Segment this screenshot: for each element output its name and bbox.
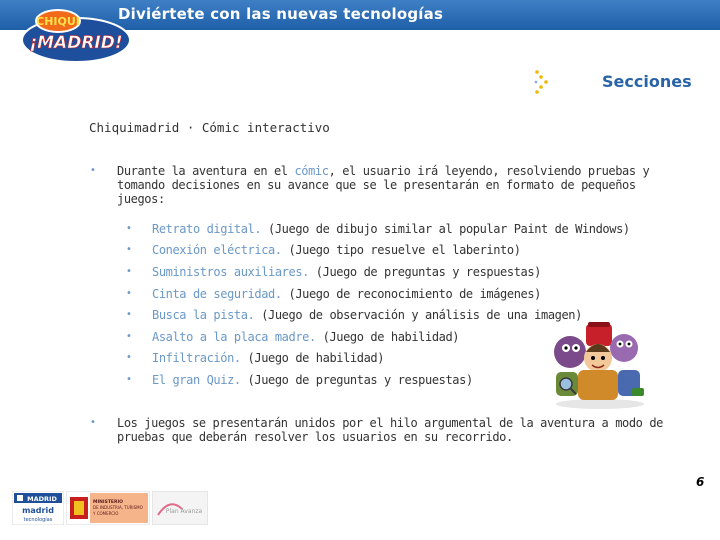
game-name[interactable]: Busca la pista.: [152, 308, 255, 322]
game-description: (Juego de habilidad): [240, 351, 385, 365]
characters-illustration: [548, 318, 648, 410]
section-title: Secciones: [602, 72, 692, 91]
game-name[interactable]: Cinta de seguridad.: [152, 287, 282, 301]
bullet-icon: •: [126, 244, 132, 255]
comic-link[interactable]: cómic: [294, 164, 329, 178]
list-item: [152, 351, 384, 365]
bullet-icon: •: [126, 223, 132, 234]
game-description: (Juego de dibujo similar al popular Paint de Windows): [261, 222, 630, 236]
bullet-icon: •: [126, 309, 132, 320]
list-item: [152, 222, 630, 236]
game-name[interactable]: Asalto a la placa madre.: [152, 330, 316, 344]
game-description: (Juego de preguntas y respuestas): [308, 265, 542, 279]
bullet-icon: •: [126, 266, 132, 277]
game-description: (Juego de preguntas y respuestas): [240, 373, 473, 387]
svg-text:MADRID: MADRID: [27, 495, 57, 503]
bullet-icon: •: [90, 417, 96, 428]
svg-text:Plan Avanza: Plan Avanza: [165, 508, 203, 515]
list-item: [152, 243, 521, 257]
page-subtitle: Chiquimadrid · Cómic interactivo: [89, 120, 330, 135]
game-name[interactable]: El gran Quiz.: [152, 373, 241, 387]
intro-paragraph: [117, 164, 687, 206]
svg-text:¡MADRID!: ¡MADRID!: [29, 33, 123, 53]
dots-chevron-icon: [533, 69, 553, 95]
plan-avanza-logo[interactable]: [152, 491, 208, 525]
svg-text:DE INDUSTRIA, TURISMO: DE INDUSTRIA, TURISMO: [93, 505, 143, 510]
list-item: [152, 265, 541, 279]
closing-paragraph: Los juegos se presentarán unidos por el hilo argumental de la aventura a modo de pruebas que deberán resolver los usuarios en su recorrido.: [117, 416, 663, 444]
chiquimadrid-logo[interactable]: [18, 4, 136, 66]
header-tagline: Diviértete con las nuevas tecnologías: [118, 5, 444, 23]
list-item: [152, 373, 473, 387]
bullet-icon: •: [90, 165, 96, 176]
game-name[interactable]: Suministros auxiliares.: [152, 265, 309, 279]
list-item: [152, 287, 541, 301]
ministerio-logo[interactable]: [66, 491, 150, 525]
game-name[interactable]: Infiltración.: [152, 351, 241, 365]
page-number: 6: [696, 475, 705, 489]
bullet-icon: •: [126, 374, 132, 385]
svg-text:madrid: madrid: [22, 506, 54, 515]
list-item: [152, 330, 459, 344]
game-description: (Juego de observación y análisis de una imagen): [254, 308, 582, 322]
game-description: (Juego de reconocimiento de imágenes): [281, 287, 542, 301]
bullet-icon: •: [126, 331, 132, 342]
intro-text-after: , el usuario irá leyendo, resolviendo pruebas y tomando decisiones en su avance que se le presentarán en formato de pequeños juegos:: [117, 164, 650, 206]
game-name[interactable]: Retrato digital.: [152, 222, 262, 236]
list-item: [152, 308, 582, 322]
madrid-logo[interactable]: [12, 491, 64, 525]
svg-text:Y COMERCIO: Y COMERCIO: [93, 511, 119, 516]
intro-text-before: Durante la aventura en el: [117, 164, 295, 178]
bullet-icon: •: [126, 288, 132, 299]
game-description: (Juego tipo resuelve el laberinto): [281, 243, 521, 257]
bullet-icon: •: [126, 352, 132, 363]
svg-text:tecnologías: tecnologías: [23, 517, 53, 523]
game-description: (Juego de habilidad): [315, 330, 460, 344]
svg-text:MINISTERIO: MINISTERIO: [93, 500, 123, 505]
svg-text:CHIQUI: CHIQUI: [36, 15, 80, 28]
game-name[interactable]: Conexión eléctrica.: [152, 243, 282, 257]
